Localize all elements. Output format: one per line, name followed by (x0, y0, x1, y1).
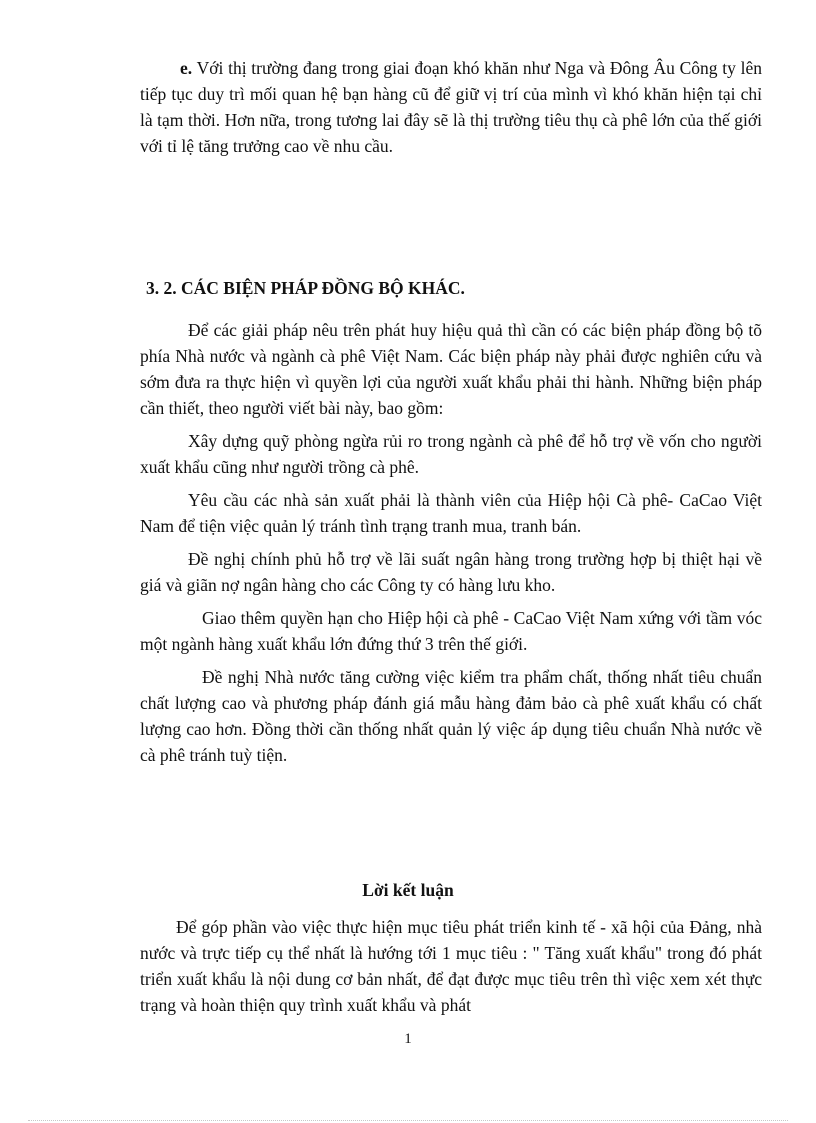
page-number: 1 (404, 1031, 412, 1047)
page-bottom-divider (28, 1120, 788, 1121)
conclusion-paragraph: Để góp phần vào việc thực hiện mục tiêu phát triển kinh tế - xã hội của Đảng, nhà nước và trực tiếp cụ thể nhất là hướng tới 1 mục tiêu : " Tăng xuất khẩu" trong đó phát triển xuất khẩu là nội dung cơ bản nhất, để đạt được mục tiêu trên thì việc xem xét thực trạng và hoàn thiện quy trình xuất khẩu và phát (140, 917, 762, 1015)
paragraph-e-text: Với thị trường đang trong giai đoạn khó khăn như Nga và Đông Âu Công ty lên tiếp tục duy trì mối quan hệ bạn hàng cũ để giữ vị trí của mình vì khó khăn hiện tại chỉ là tạm thời. Hơn nữa, trong tương lai đây sẽ là thị trường tiêu thụ cà phê lớn của thế giới với tỉ lệ tăng trưởng cao về nhu cầu. (140, 58, 762, 156)
paragraph-e (140, 55, 762, 159)
paragraph-measure-3: Đề nghị chính phủ hỗ trợ về lãi suất ngân hàng trong trường hợp bị thiệt hại về giá và giãn nợ ngân hàng cho các Công ty có hàng lưu kho. (140, 549, 762, 595)
paragraph-measure-2: Yêu cầu các nhà sản xuất phải là thành viên của Hiệp hội Cà phê- CaCao Việt Nam để tiện việc quản lý tránh tình trạng tranh mua, tranh bán. (140, 490, 762, 536)
section-heading: 3. 2. CÁC BIỆN PHÁP ĐỒNG BỘ KHÁC. (146, 278, 465, 298)
paragraph-measure-5: Đề nghị Nhà nước tăng cường việc kiểm tra phẩm chất, thống nhất tiêu chuẩn chất lượng cao và phương pháp đánh giá mẫu hàng đảm bảo cà phê xuất khẩu có chất lượng cao hơn. Đồng thời cần thống nhất quản lý việc áp dụng tiêu chuẩn Nhà nước về cà phê tránh tuỳ tiện. (140, 667, 762, 765)
conclusion-title: Lời kết luận (362, 880, 454, 900)
paragraph-measure-1: Xây dựng quỹ phòng ngừa rủi ro trong ngành cà phê để hỗ trợ về vốn cho người xuất khẩu cũng như người trồng cà phê. (140, 431, 762, 477)
paragraph-e-lead: e. (180, 58, 193, 78)
paragraph-measure-4: Giao thêm quyền hạn cho Hiệp hội cà phê - CaCao Việt Nam xứng với tầm vóc một ngành hàng xuất khẩu lớn đứng thứ 3 trên thế giới. (140, 608, 762, 654)
paragraph-intro: Để các giải pháp nêu trên phát huy hiệu quả thì cần có các biện pháp đồng bộ tõ phía Nhà nước và ngành cà phê Việt Nam. Các biện pháp này phải được nghiên cứu và sớm đưa ra thực hiện vì quyền lợi của người xuất khẩu phải thi hành. Những biện pháp cần thiết, theo người viết bài này, bao gồm: (140, 320, 762, 418)
